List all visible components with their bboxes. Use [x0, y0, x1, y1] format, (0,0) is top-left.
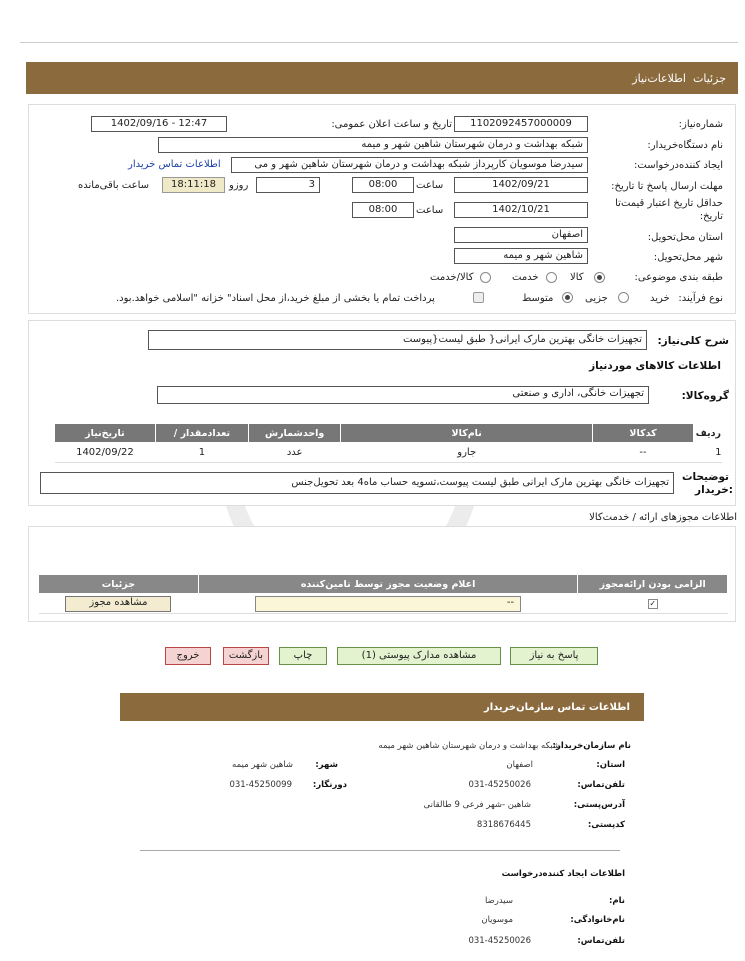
province-label: استان محل‌تحویل:	[647, 232, 723, 243]
permit-required-checkbox[interactable]: ✓	[649, 599, 657, 608]
permit-details-cell	[39, 594, 199, 614]
buyer-org-label: نام دستگاه‌خریدار:	[647, 140, 723, 151]
radio-goods-label: کالا	[570, 272, 584, 283]
table-row	[39, 594, 728, 614]
city-label: شهر محل‌تحویل:	[653, 252, 723, 263]
creator-phone: 031-45250026	[468, 936, 531, 946]
announce-label: تاریخ و ساعت اعلان عمومی:	[331, 119, 452, 130]
permit-required-header: الزامی بودن ارائه‌مجوز	[578, 575, 728, 594]
validity-time-label: ساعت	[416, 205, 444, 216]
col-qty: تعدادمقدار /	[155, 424, 248, 443]
validity-time-field[interactable]: 08:00	[352, 202, 414, 218]
col-row: ردیف	[693, 424, 721, 443]
permit-status-cell	[198, 594, 578, 614]
contact-province-label: استان:	[596, 760, 625, 770]
creator-family-label: نام‌خانوادگی:	[570, 915, 625, 925]
col-date: تاریخ‌نیاز	[55, 424, 156, 443]
col-name: نام‌کالا	[341, 424, 593, 443]
tab-details[interactable]: جزئیات	[693, 72, 726, 85]
contact-title: اطلاعات تماس سازمان‌خریدار	[483, 702, 630, 713]
creator-name: سیدرضا	[484, 896, 513, 906]
contact-postal-label: کد‌پستی:	[587, 820, 625, 830]
process-buy: خرید	[650, 293, 670, 304]
buyer-desc-label-2: :خریدار	[695, 484, 733, 496]
contact-city: شاهین شهر میمه	[232, 760, 293, 770]
days-label: روزو	[229, 180, 249, 191]
need-number-field[interactable]: 1102092457000009	[454, 116, 588, 132]
cell-name: جارو	[341, 443, 593, 463]
validity-label: حداقل تاریخ اعتبار قیمت‌تا	[615, 198, 723, 209]
payment-checkbox[interactable]	[473, 292, 484, 303]
cell-unit: عدد	[249, 443, 341, 463]
contact-divider	[140, 850, 620, 851]
goods-table-header	[55, 424, 722, 443]
days-field[interactable]: 3	[256, 177, 320, 193]
radio-goods[interactable]	[594, 272, 605, 283]
col-code: کدکالا	[593, 424, 694, 443]
buyer-desc-label: توضیحات	[681, 471, 729, 483]
radio-medium-label: متوسط	[522, 293, 554, 304]
permit-status-header: اعلام وضعیت مجوز توسط تامین‌کننده	[198, 575, 578, 594]
contact-fax: 031-45250099	[229, 780, 292, 790]
radio-goods-service-label: کالا/خدمت	[430, 272, 474, 283]
cell-code: --	[593, 443, 694, 463]
reply-button[interactable]: پاسخ به نیاز	[510, 647, 598, 665]
city-field[interactable]: شاهین شهر و میمه	[454, 248, 588, 264]
buyer-desc-field[interactable]: تجهیزات خانگی بهترین مارک ایرانی طبق لیست پیوست،تسویه حساب ماه4 بعد تحویل‌جنس	[40, 472, 674, 494]
permits-table	[38, 574, 728, 614]
radio-service-label: خدمت	[512, 272, 539, 283]
summary-label: شرح کلی‌نیاز:	[657, 335, 729, 347]
contact-fax-label: دورنگار:	[312, 780, 347, 790]
radio-partial-label: جزیی	[585, 293, 608, 304]
col-unit: واحدشمارش	[249, 424, 341, 443]
announce-field[interactable]: 1402/09/16 - 12:47	[91, 116, 227, 132]
print-button[interactable]: چاپ	[279, 647, 327, 665]
buyer-contact-link[interactable]: اطلاعات تماس خریدار	[128, 159, 221, 170]
buyer-org-field[interactable]: شبکه بهداشت و درمان شهرستان شاهین شهر و میمه	[158, 137, 588, 153]
remaining-time: 18:11:18	[162, 177, 225, 193]
table-row	[55, 443, 722, 463]
contact-phone-label: تلفن‌تماس:	[577, 780, 625, 790]
contact-city-label: شهر:	[315, 760, 338, 770]
permit-status-field[interactable]: --	[255, 596, 521, 612]
permit-required-cell	[578, 594, 728, 614]
view-permit-button[interactable]: مشاهده مجوز	[65, 596, 171, 612]
validity-label-2: تاریخ:	[699, 211, 723, 222]
need-number-label: شماره‌نیاز:	[678, 119, 723, 130]
creator-family: موسویان	[481, 915, 513, 925]
contact-phone: 031-45250026	[468, 780, 531, 790]
creator-label: ایجاد کننده‌درخواست:	[634, 160, 723, 171]
permits-title: اطلاعات مجوزهای ارائه / خدمت‌کالا	[589, 512, 737, 523]
deadline-time-field[interactable]: 08:00	[352, 177, 414, 193]
contact-org-label: نام سازمان‌خریدار:	[552, 741, 631, 751]
top-divider	[20, 42, 738, 43]
payment-note: پرداخت تمام یا بخشی از مبلغ خرید،از محل اسناد" خزانه "اسلامی خواهد.بود.	[116, 293, 435, 304]
radio-medium[interactable]	[562, 292, 573, 303]
attachments-button[interactable]: مشاهده مدارک پیوستی (1)	[337, 647, 501, 665]
permit-details-header: جزئیات	[39, 575, 199, 594]
contact-address-label: آدرس‌پستی:	[573, 800, 625, 810]
creator-phone-label: تلفن‌تماس:	[577, 936, 625, 946]
creator-info-title: اطلاعات ایجاد کننده‌درخواست	[501, 869, 625, 879]
cell-date: 1402/09/22	[55, 443, 156, 463]
goods-info-title: اطلاعات کالاهای موردنیاز	[589, 360, 721, 372]
creator-field[interactable]: سیدرضا موسویان کارپرداز شبکه بهداشت و درمان شهرستان شاهین شهر و می	[231, 157, 588, 173]
group-field[interactable]: تجهیزات خانگی، اداری و صنعتی	[157, 386, 649, 404]
cell-qty: 1	[155, 443, 248, 463]
category-label: طبقه بندی موضوعی:	[634, 272, 723, 283]
summary-field[interactable]: تجهیزات خانگی بهترین مارک ایرانی{ طبق لیست{پیوست	[148, 330, 647, 350]
exit-button[interactable]: خروج	[165, 647, 211, 665]
deadline-label: مهلت ارسال پاسخ تا تاریخ:	[611, 181, 723, 192]
contact-address: شاهین -شهر فرعی 9 طالقانی	[423, 800, 531, 810]
deadline-date-field[interactable]: 1402/09/21	[454, 177, 588, 193]
process-label: نوع فرآیند:	[678, 293, 723, 304]
radio-service[interactable]	[546, 272, 557, 283]
validity-date-field[interactable]: 1402/10/21	[454, 202, 588, 218]
contact-province: اصفهان	[506, 760, 533, 770]
creator-name-label: نام:	[608, 896, 625, 906]
radio-goods-service[interactable]	[480, 272, 491, 283]
goods-table	[54, 423, 722, 463]
cell-row: 1	[693, 443, 721, 463]
contact-postal: 8318676445	[476, 820, 531, 830]
back-button[interactable]: بازگشت	[223, 647, 269, 665]
province-field[interactable]: اصفهان	[454, 227, 588, 243]
contact-title-bar	[120, 693, 644, 721]
tab-need-info[interactable]: اطلاعات‌نیاز	[632, 72, 686, 85]
group-label: گروه‌کالا:	[681, 390, 729, 402]
remaining-label: ساعت باقی‌مانده	[78, 180, 150, 191]
radio-partial[interactable]	[618, 292, 629, 303]
header-bar	[26, 62, 738, 94]
contact-org: شبکه بهداشت و درمان شهرستان شاهین شهر میمه	[378, 741, 560, 751]
deadline-time-label: ساعت	[416, 180, 444, 191]
